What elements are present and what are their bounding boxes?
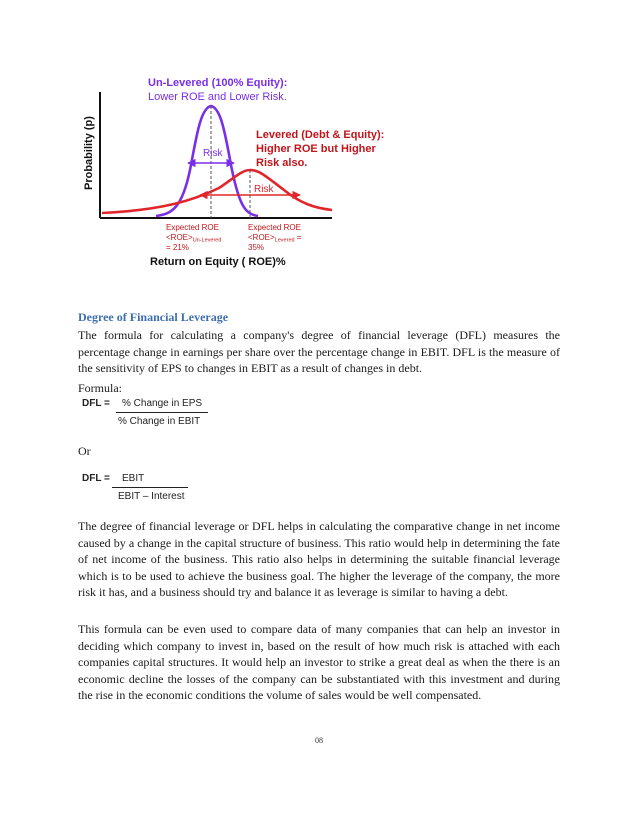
expected-levered-roe: <ROE> <box>248 233 275 242</box>
unlevered-title-line2: Lower ROE and Lower Risk. <box>148 91 287 103</box>
expected-unlevered-line3: = 21% <box>166 243 189 252</box>
roe-distribution-figure <box>74 40 385 272</box>
unlevered-curve <box>156 106 258 216</box>
section-heading: Degree of Financial Leverage <box>78 310 229 324</box>
x-axis-label: Return on Equity ( ROE)% <box>150 256 286 268</box>
levered-title-line1: Levered (Debt & Equity): <box>256 129 385 141</box>
expected-levered-line2 <box>248 233 302 244</box>
page-number: 08 <box>315 736 323 745</box>
formula1-numerator: % Change in EPS <box>122 398 203 409</box>
expected-levered-subscript: Levered <box>274 237 295 244</box>
formula-label: Formula: <box>78 381 122 395</box>
expected-unlevered-line1: Expected ROE <box>166 223 219 232</box>
intro-paragraph: The formula for calculating a company's degree of financial leverage (DFL) measures the percentage change in earnings per share over the percentage change in EBIT. DFL is the measure of the sensitivity of EPS to changes in EBIT as a result of changes in debt. <box>78 328 560 376</box>
or-label: Or <box>78 444 91 458</box>
unlevered-title-line1: Un-Levered (100% Equity): <box>148 77 288 89</box>
formula1-denominator: % Change in EBIT <box>118 416 201 427</box>
expected-levered-line1: Expected ROE <box>248 223 301 232</box>
expected-levered-line3: 35% <box>248 243 265 252</box>
expected-unlevered-line2 <box>166 233 221 244</box>
levered-title-line3: Risk also. <box>256 157 308 169</box>
roe-distribution-diagram <box>74 40 385 272</box>
expected-levered-equals: = <box>294 233 302 242</box>
risk-label-unlevered: Risk <box>203 148 223 159</box>
y-axis-label: Probability (p) <box>83 116 95 190</box>
formula2-lhs: DFL = <box>82 473 110 484</box>
body-paragraph-2: The degree of financial leverage or DFL helps in calculating the comparative change in net income caused by a change in the capital structure of business. This ratio would help in determining the fate of net income of the business. This ratio also helps in determining the suitable financial leverage which is to be used to achieve the business goal. The higher the leverage of the company, the more risk it has, and a business should try and balance it as leverage is similar to having a debt. <box>78 519 560 600</box>
levered-curve <box>102 170 332 213</box>
expected-unlevered-roe: <ROE> <box>166 233 193 242</box>
levered-title-line2: Higher ROE but Higher <box>256 143 376 155</box>
expected-unlevered-subscript: Un-Levered <box>192 237 222 244</box>
formula2-fraction-bar <box>112 487 188 488</box>
risk-label-levered: Risk <box>254 184 274 195</box>
body-paragraph-3: This formula can be even used to compare data of many companies that can help an investor in deciding which company to invest in, based on the result of how much risk is attached with each companies capital structures. It would help an investor to strike a great deal as when the there is an economic decline the losses of the company can be substantiated with this investment and during the rise in the economic conditions the volume of sales would be well compensated. <box>78 622 560 703</box>
formula1-lhs: DFL = <box>82 398 110 409</box>
formula2-numerator: EBIT <box>122 473 145 484</box>
formula2-denominator: EBIT – Interest <box>118 491 185 502</box>
formula1-fraction-bar <box>116 412 208 413</box>
